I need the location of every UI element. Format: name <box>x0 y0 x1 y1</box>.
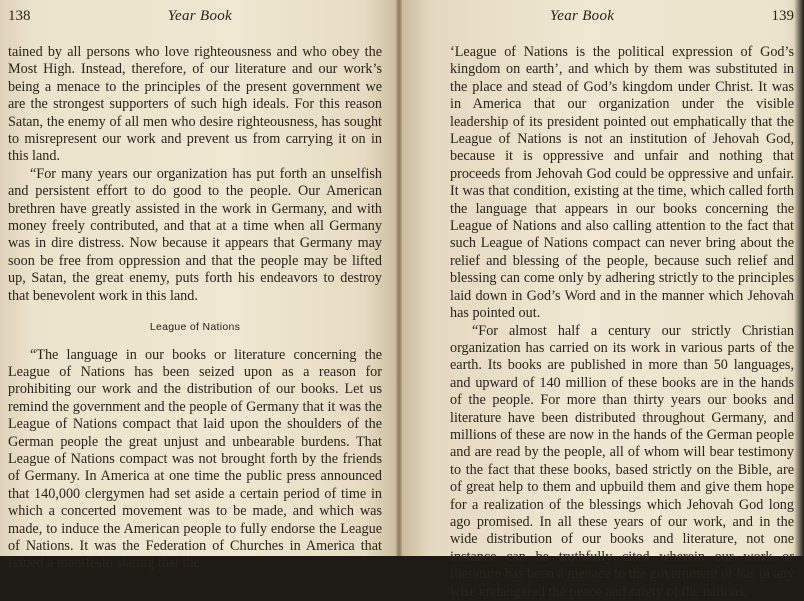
paragraph: tained by all persons who love righteousness and who obey the Most High. Instead, therefore, of our literature and our work’s being a menace to the principles of the present government we are the strongest supporters of such high ideals. For this reason Satan, the enemy of all men who desire righteousness, has sought to misrepresent our work and prevent us from carrying it on in this land. <box>8 44 382 166</box>
running-head-title: Year Book <box>550 8 614 25</box>
paragraph: “For many years our organization has put forth an unselfish and persistent effort to do good to the people. Our American brethren have greatly assisted in the work in Germany, and with money freely contributed, and that at a time when all Germany was in dire distress. Now because it appears that Germany may soon be free from oppression and that the people may be lifted up, Satan, the great enemy, puts forth his endeavors to destroy that benevolent work in this land. <box>8 166 382 305</box>
left-running-head <box>8 8 382 30</box>
running-head-title: Year Book <box>168 8 232 25</box>
right-page-body <box>450 44 794 601</box>
paragraph: “For almost half a century our strictly Christian organization has carried on its work in various parts of the earth. Its books are published in more than 50 languages, and upward of 140 million of these books are in the hands of the people. For more than thirty years our books and literature have been distributed throughout Germany, and millions of these are now in the hands of the German people and are read by the people, all of whom will bear testimony to the fact that these books, based strictly on the Bible, are of great help to them and upbuild them and give them hope for a realization of the blessings which Jehovah God long ago promised. In all these years of our work, and in the wide distribution of our books and literature, not one instance can be truthfully cited wherein our work or literature has been a menace to the government or has in any wise endangered the peace and safety of the nations. <box>450 323 794 601</box>
page-number: 138 <box>8 8 31 25</box>
right-running-head <box>450 8 794 30</box>
paragraph: ‘League of Nations is the political expression of God’s kingdom on earth’, and which by them was substituted in the place and stead of God’s kingdom under Christ. It was in America that our organization under the visible leadership of its president pointed out emphatically that the League of Nations is not an institution of Jehovah God, because it is oppressive and unfair and nothing that proceeds from Jehovah God could be oppressive and unfair. It was that condition, existing at the time, which called forth the language that appears in our books concerning the League of Nations and also calling attention to the fact that such League of Nations compact can never bring about the relief and blessing of the people, because such relief and blessing can come only by adhering strictly to the principles laid down in God’s Word and in the manner which Jehovah has pointed out. <box>450 44 794 323</box>
page-number: 139 <box>772 8 795 25</box>
right-page <box>402 0 804 556</box>
left-page <box>0 0 396 556</box>
page-edge-shadow <box>794 0 804 556</box>
section-heading: League of Nations <box>8 319 382 336</box>
left-page-body <box>8 44 382 573</box>
paragraph: “The language in our books or literature concerning the League of Nations has been seized upon as a reason for prohibiting our work and the distribution of our books. Let us remind the government and the people of Germany that it was the League of Nations compact that laid upon the shoulders of the German people the great unjust and unbearable burdens. That League of Nations compact was not brought forth by the friends of Germany. In America at one time the public press announced that 140,000 clergymen had set aside a certain period of time in which a concerted movement was to be made, and which was made, to induce the American people to fully endorse the League of Nations. It was the Federation of Churches in America that issued a manifesto stating that the <box>8 347 382 573</box>
